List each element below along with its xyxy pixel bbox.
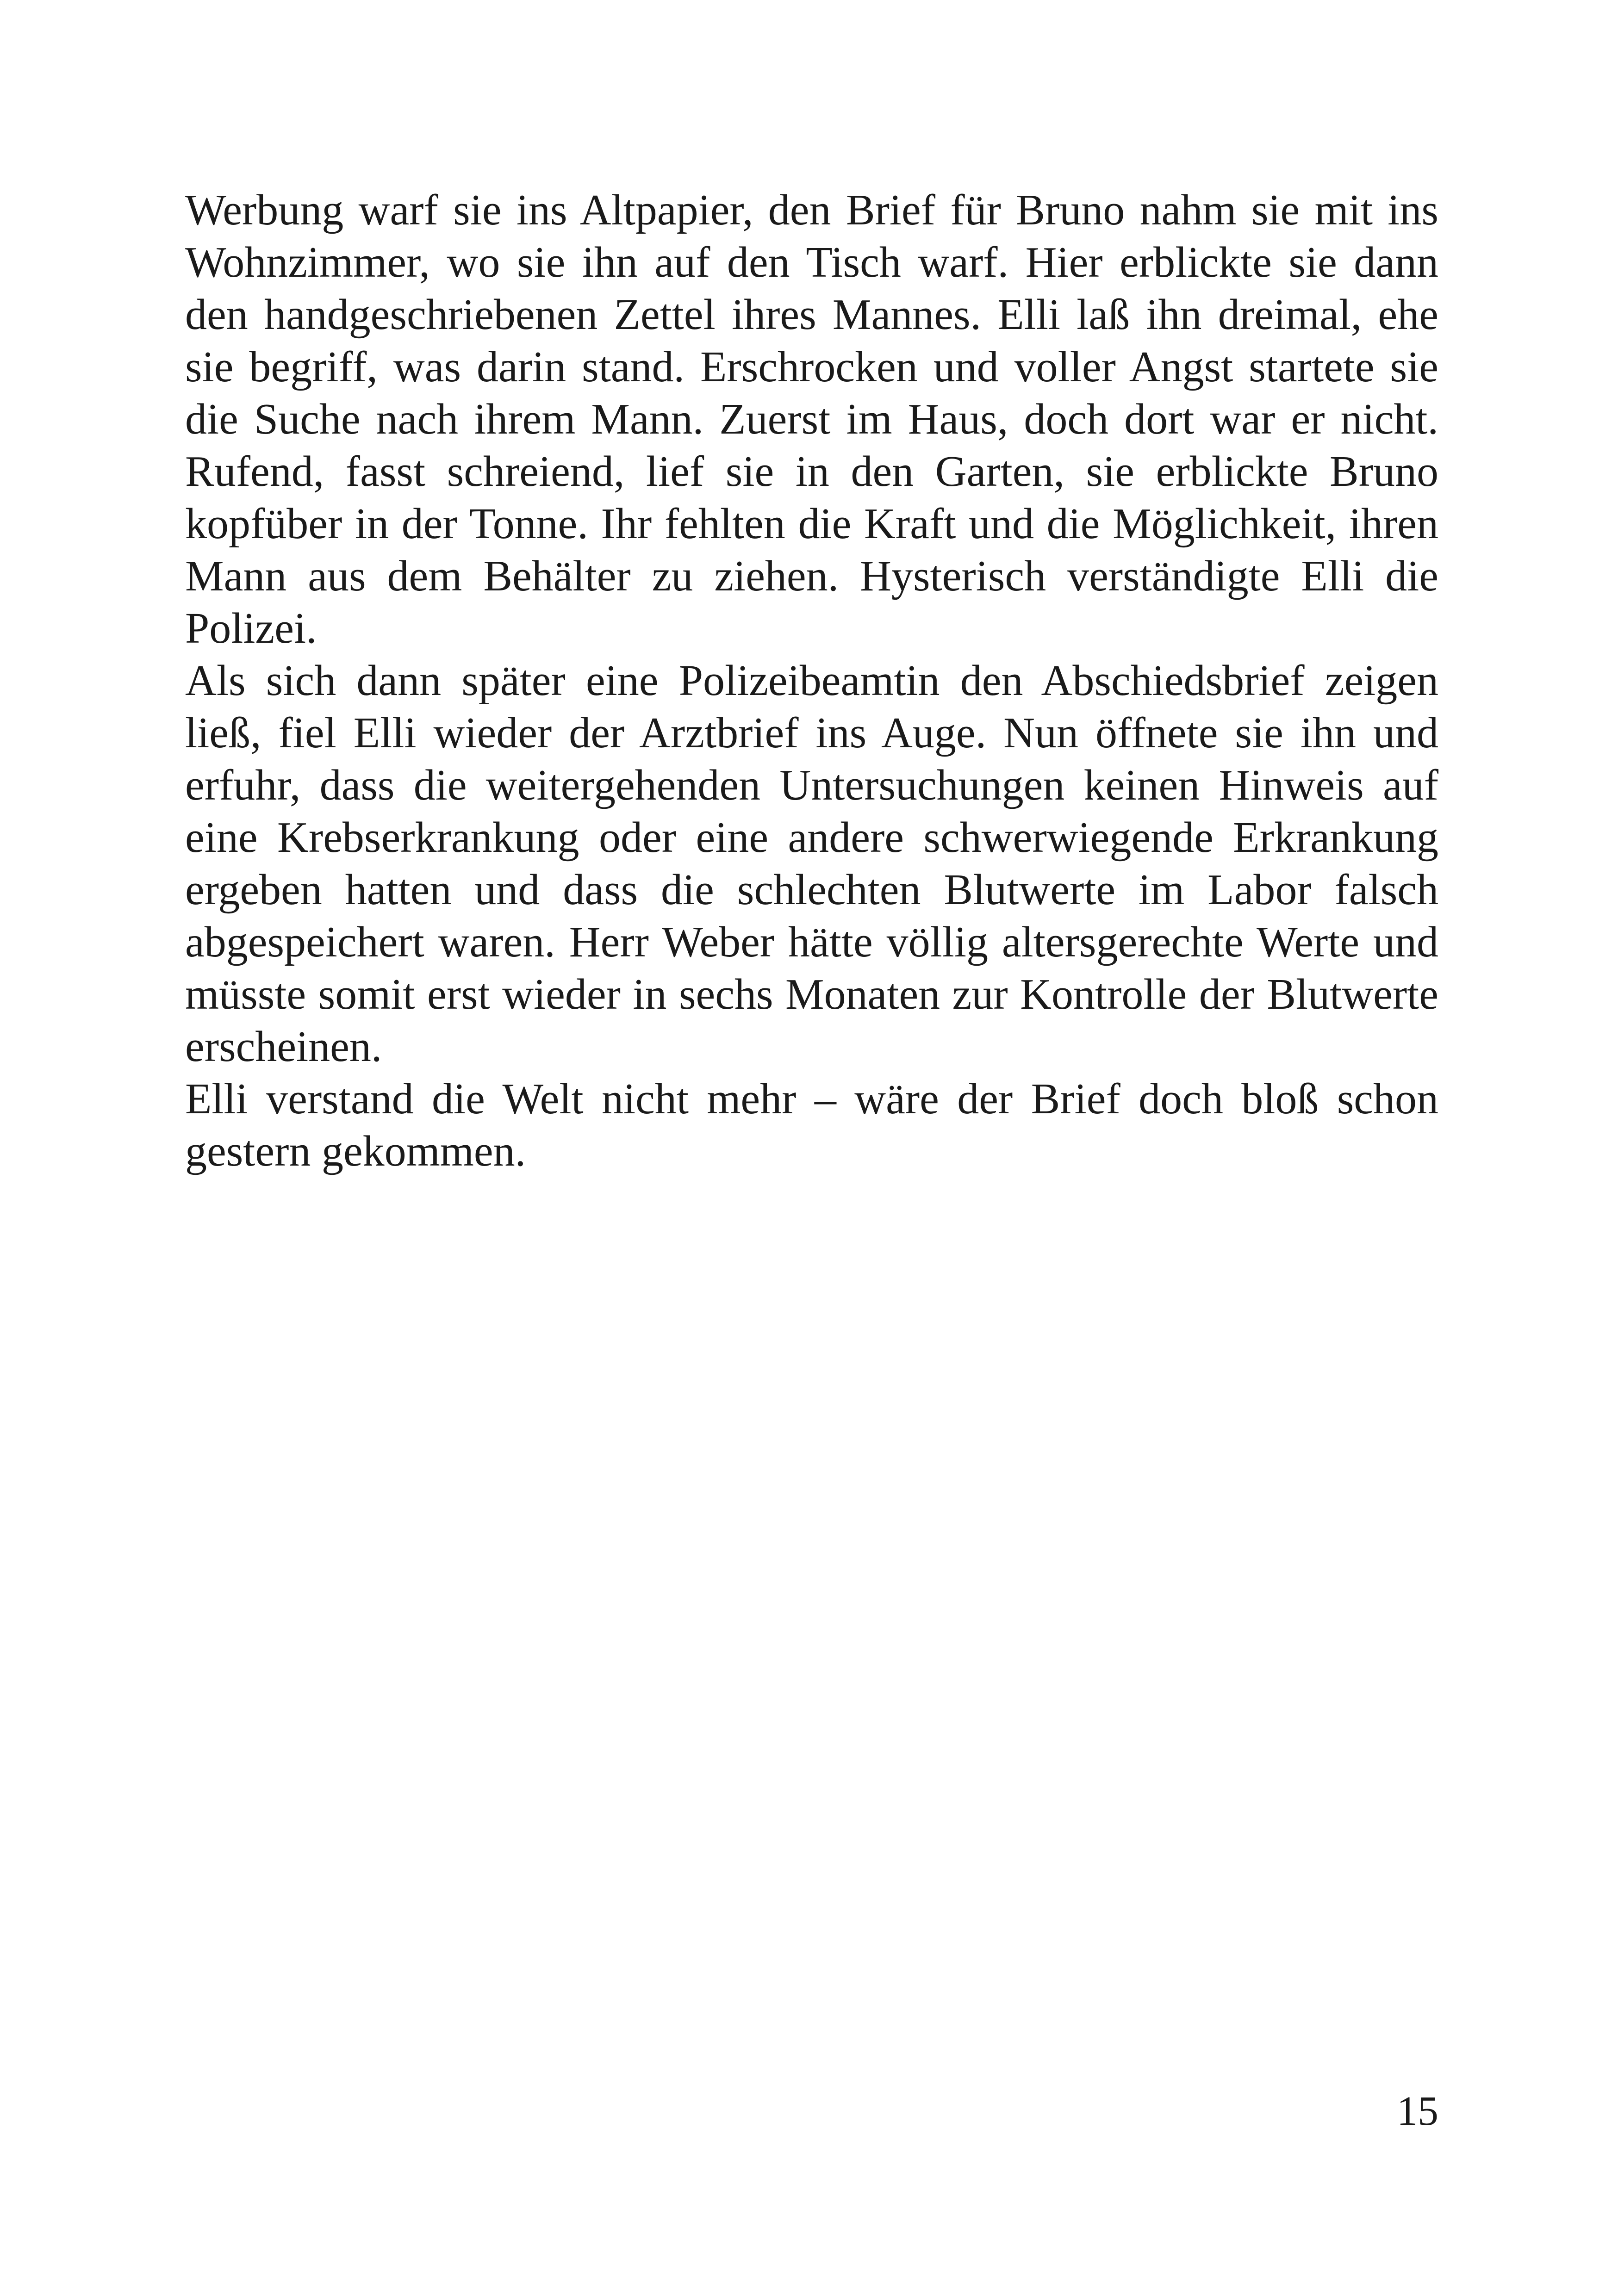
body-text <box>185 184 1438 1178</box>
paragraph-2: Als sich dann später eine Polizeibeamtin den Abschiedsbrief zeigen ließ, fiel Elli wieder der Arztbrief ins Auge. Nun öffnete sie ihn und erfuhr, dass die weitergehenden Untersuchungen keinen Hinweis auf eine Krebserkrankung oder eine andere schwerwiegende Erkrankung ergeben hatten und dass die schlechten Blutwerte im Labor falsch abgespeichert waren. Herr Weber hätte völlig altersgerechte Werte und müsste somit erst wieder in sechs Monaten zur Kontrolle der Blutwerte erscheinen. <box>185 657 1438 1071</box>
paragraph-1: Werbung warf sie ins Altpapier, den Brief für Bruno nahm sie mit ins Wohnzimmer, wo sie ihn auf den Tisch warf. Hier erblickte sie dann den handgeschriebenen Zettel ihres Mannes. Elli laß ihn dreimal, ehe sie begriff, was darin stand. Erschrocken und voller Angst startete sie die Suche nach ihrem Mann. Zuerst im Haus, doch dort war er nicht. Rufend, fasst schreiend, lief sie in den Garten, sie erblickte Bruno kopfüber in der Tonne. Ihr fehlten die Kraft und die Möglichkeit, ihren Mann aus dem Behälter zu ziehen. Hysterisch verständigte Elli die Polizei. <box>185 186 1438 652</box>
paragraph-3: Elli verstand die Welt nicht mehr – wäre der Brief doch bloß schon gestern gekommen. <box>185 1075 1438 1175</box>
page-number: 15 <box>1397 2088 1438 2134</box>
